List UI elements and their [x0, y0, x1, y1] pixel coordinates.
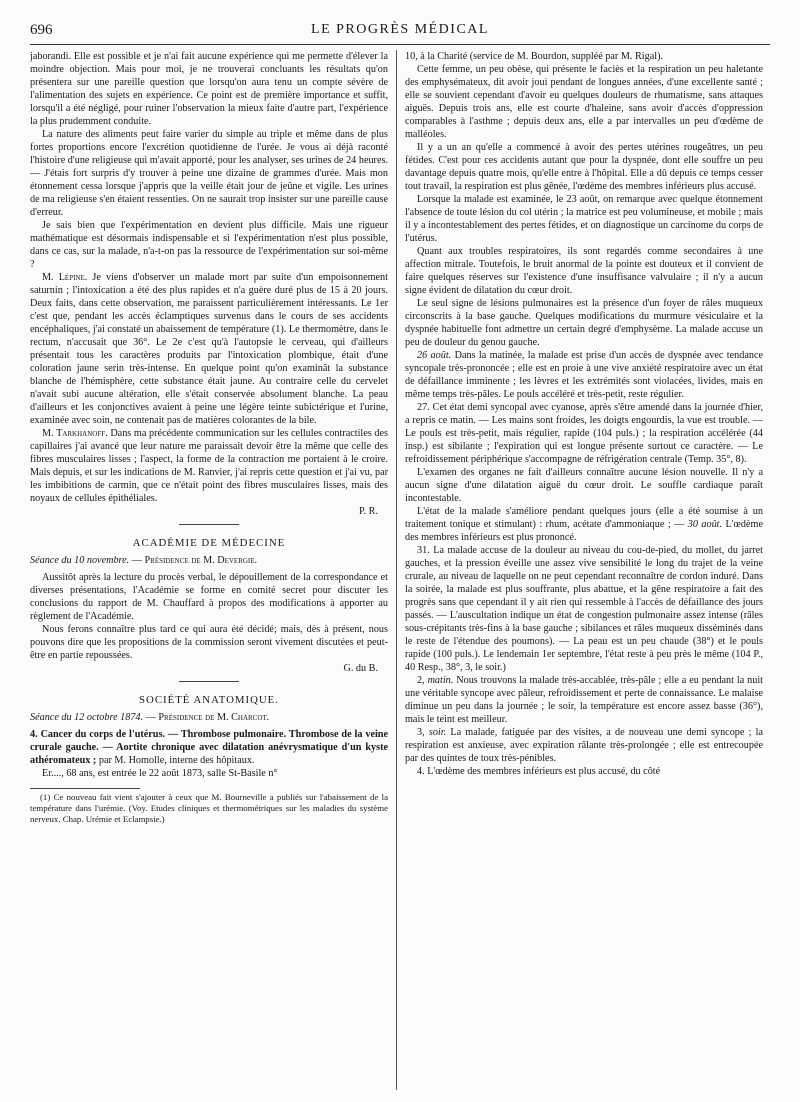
paragraph: 27. Cet état demi syncopal avec cyanose, après s'être amendé dans la journée d'hier, a repris ce matin. — Les mains sont froides, les doigts engourdis, la vue est trouble. — Le pouls est très-petit, mais régulier, rapide (104 puls.) ; la respiration accélérée (44 insp.) est sibilante ; l'expiration qui est longue présente surtout ce caractère. — Le refroidissement périphérique s'accompagne de réfrigération centrale (Temp. 35°, 8). [405, 402, 763, 465]
left-column [30, 50, 388, 1095]
section-title-academie: ACADÉMIE DE MÉDECINE [132, 537, 286, 549]
seance-date: Séance du 12 octobre 1874. [30, 712, 144, 723]
paragraph: 31. La malade accuse de la douleur au niveau du cou-de-pied, du mollet, du jarret gauches, et la pression éveille une assez vive sensibilité le long du trajet de la veine crurale, au niveau de laquelle on ne peut cependant reconnaître de cordon induré. Dans la soirée, la malade est plus souffrante, plus abattue, et la gêne respiratoire a fait des progrès sans que cependant il y ait rien qui ressemble à l'accès de défaillance des jours passés. — L'auscultation indique un état de congestion pulmonaire assez intense (râles sous-crépitants très-fins à la base gauche ; sibilances et râles muqueux disséminés dans le reste de l'étendue des poumons). — La peau est un peu chaude (38°) et le pouls rapide (100 puls.). Le lendemain 1er septembre, l'état reste à peu près le même (104 P., 40 Resp., 38°, 3, le soir.) [405, 545, 763, 673]
paragraph-text: L'état de la malade s'améliore pendant quelques jours (elle a été soumise à un traitement tonique et stimulant) : rhum, acétate d'ammoniaque ; — [405, 506, 763, 530]
date-label: matin. [427, 675, 454, 686]
paragraph-text: Dans la matinée, la malade est prise d'un accès de dyspnée avec tendance syncopale très-prononcée ; elle est en proie à une vive anxiété respiratoire avec un état de défaillance imminente ; les lèvres et les extrémités sont violacées, livides, mais en même temps très-pâles. Le pouls accéléré et très-petit, reste régulier. [405, 350, 763, 400]
right-column [405, 50, 763, 1095]
paragraph: Aussitôt après la lecture du procès verbal, le dépouillement de la correspondance et diverses présentations, l'Académie se forme en comité secret pour discuter les conclusions du rapport de M. Chauffard à propos des modifications à apporter au règlement de l'Académie. [30, 572, 388, 622]
paragraph: Er...., 68 ans, est entrée le 22 août 1873, salle St-Basile n° [42, 768, 278, 779]
speaker-name: M. Tarkhanoff. [42, 428, 108, 439]
seance-line [30, 554, 388, 567]
page-number: 696 [30, 22, 53, 38]
paragraph: Quant aux troubles respiratoires, ils sont regardés comme secondaires à une affection mitrale. Toutefois, le bruit anormal de la pointe est douteux et il convient de faire quelques réserves sur l'existence d'une insuffisance valvulaire ; il n'y a aucun signe évident de dilatation du cœur droit. [405, 246, 763, 296]
section-rule [179, 524, 239, 525]
paragraph-text: L'œdème des membres inférieurs est plus prononcé. [405, 519, 763, 543]
journal-title: LE PROGRÈS MÉDICAL [311, 22, 489, 37]
paragraph-30-aout [405, 505, 763, 544]
paragraph-3-soir [405, 726, 763, 765]
paragraph-26-aout [405, 349, 763, 401]
section-title-societe: SOCIÉTÉ ANATOMIQUE. [139, 694, 279, 706]
paragraph: Je sais bien que l'expérimentation en devient plus difficile. Mais une rigueur mathématique est désormais indispensable et si l'expérimentation n'est plus possible, dans ce cas, sur la malade, n'a-t-on pas la ressource de l'expérimentation sur soi-même ? [30, 220, 388, 270]
paragraph-text: 2, [417, 675, 428, 686]
date-label: soir. [428, 727, 447, 738]
signature: P. R. [359, 506, 378, 517]
case-author: par M. Homolle, interne des hôpitaux. [96, 755, 255, 766]
paragraph-text: Nous trouvons la malade très-accablée, très-pâle ; elle a eu pendant la nuit une véritable syncope avec pâleur, refroidissement et perte de connaissance. Le malaise diminue un peu dans la journée ; le soir, la température est encore assez basse (36°), mais le teint est meilleur. [405, 675, 763, 725]
speaker-text: Je viens d'observer un malade mort par suite d'un empoisonnement saturnin ; l'intoxication a été des plus rapides et n'a guère duré plus de 15 à 20 jours. Deux faits, dans cette observation, me paraissent particulièrement intéressants. Le 1er c'est que, pendant les accès éclamptiques survenus dans le cours de ses accidents encéphaliques, j'ai constaté un abaissement de température (1). Le thermomètre, dans le rectum, n'accusait que 36°. Le 2e c'est qu'à l'autopsie le cerveau, qui d'ailleurs présentait tous les caractères produits par l'intoxication plombique, était d'une coloration jaune serin très-intense. En quelque point qu'on examinât la substance blanche de l'hémisphère, cette substance était jaune. Au contraire celle du cervelet n'avait subi aucune altération, elle s'était conservée absolument blanche. La peau d'ailleurs et les conjonctives avaient à peine une légère teinte subictérique et l'urine, examinée avec soin, ne contenait pas de matières colorantes de la bile. [30, 272, 388, 426]
paragraph: L'examen des organes ne fait d'ailleurs connaître aucune lésion nouvelle. Il n'y a aucun signe d'une dilatation aiguë du cœur droit. Le souffle cardiaque paraît incontestable. [405, 467, 763, 504]
paragraph: La nature des aliments peut faire varier du simple au triple et même dans de plus fortes proportions encore l'excrétion quotidienne de l'urée. Je vous ai déjà raconté l'histoire d'une religieuse qui m'avait apporté, pour les analyser, ses urines de 24 heures. — J'étais fort surpris d'y trouver à peine une dizaine de grammes d'urée. Mais mon étonnement cessa lorsque j'appris que la veille était jour de jeûne et vigile. Les urines de ma religieuse s'en étaient ressenties. On ne saurait trop insister sur une pareille cause d'erreur. [30, 129, 388, 218]
paragraph: Nous ferons connaître plus tard ce qui aura été décidé; mais, dès à présent, nous pouvons dire que les propositions de la commission seront vivement discutées et peut-être en partie repoussées. [30, 624, 388, 661]
paragraph: Le seul signe de lésions pulmonaires est la présence d'un foyer de râles muqueux circonscrits à la base gauche. Quelques modifications du murmure vésiculaire et la dyspnée habituelle font admettre un certain degré d'emphysème. La malade accuse un peu de douleur du genou gauche. [405, 298, 763, 348]
paragraph-text: La malade, fatiguée par des visites, a de nouveau une demi syncope ; la respiration est anxieuse, avec expiration râlante très-prolongée ; elle est entrecoupée par des quintes de toux très-pénibles. [405, 727, 763, 764]
paragraph: Il y a un an qu'elle a commencé à avoir des pertes utérines rougeâtres, un peu fétides. C'est pour ces accidents autant que pour la dyspnée, dont elle souffre un peu davantage depuis quatre mois, qu'elle entre à l'hôpital. Elle a dû depuis ce temps cesser tout travail, la respiration est plus gênée, l'œdème des membres inférieurs plus accusé. [405, 142, 763, 192]
page-header [30, 22, 770, 45]
seance-presidence: — Présidence de M. Devergie. [129, 555, 258, 566]
seance-line [30, 711, 388, 724]
paragraph: Lorsque la malade est examinée, le 23 août, on remarque avec quelque étonnement l'absence de toute lésion du col utérin ; la matrice est peu volumineuse, et mobile ; mais il y a incontestablement des pertes fétides, et on diagnostique un carcinome du corps de l'utérus. [405, 194, 763, 244]
date-label: 30 août. [687, 519, 723, 530]
paragraph: 10, à la Charité (service de M. Bourdon, suppléé par M. Rigal). [405, 51, 664, 62]
signature: G. du B. [343, 663, 378, 674]
paragraph-tarkhanoff [30, 427, 388, 505]
paragraph: Cette femme, un peu obèse, qui présente le faciès et la respiration un peu haletante des emphysémateux, dit avoir joui pendant de longues années, d'une excellente santé ; elle se souvient cependant d'avoir eu quelques douleurs de rhumatisme, sans attaques aiguës. Depuis trois ans, elle est courte d'haleine, sans avoir d'accès d'oppression comparables à l'asthme ; depuis deux ans, elle a par intervalles un peu d'œdème de malléoles. [405, 64, 763, 140]
footnote-rule [30, 788, 140, 789]
paragraph-text: 3, [417, 727, 429, 738]
seance-presidence: — Présidence de M. Charcot. [143, 712, 270, 723]
paragraph-lepine [30, 271, 388, 427]
paragraph: 4. L'œdème des membres inférieurs est plus accusé, du côté [417, 766, 661, 777]
section-rule [179, 681, 239, 682]
seance-date: Séance du 10 novembre. [30, 555, 130, 566]
footnote: (1) Ce nouveau fait vient s'ajouter à ceux que M. Bourneville a publiés sur l'abaissement de la température dans l'urémie. (Voy. Etudes cliniques et thermométriques sur les maladies du système nerveux. Chap. Urémie et Eclampsie.) [30, 792, 388, 824]
speaker-text: Dans ma précédente communication sur les cellules contractiles des capillaires j'ai avancé que leur nature me paraissait devoir être la même que celle des fibres musculaires lisses ; l'aspect, la forme de la contraction me portaient à le croire. Mais depuis, et sur les indications de M. Ranvier, j'ai repris cette question et j'ai vu, par les imbibitions de carmin, que ce n'était point des fibres musculaires lisses, mais des noyaux de cellules épithéliales. [30, 428, 388, 504]
paragraph-2-matin [405, 674, 763, 726]
column-divider [396, 50, 397, 1090]
paragraph: jaborandi. Elle est possible et je n'ai fait aucune expérience qui me permette d'élever la moindre objection. Mais pour moi, je ne trouverai concluants les résultats qu'on présentera sur une pareille question que lorsqu'on aura tenu un compte sévère de l'alimentation des sujets en expérience. Ce point est de première importance et suffit, lorsqu'il a été négligé, pour ruiner l'observation la mieux faite d'autre part, l'expérience la plus prudemment conduite. [30, 51, 388, 127]
case-title: 4. Cancer du corps de l'utérus. — Thrombose pulmonaire. Thrombose de la veine crurale gauche. — Aortite chronique avec dilatation anévrysmatique d'un kyste athéromateux ; [30, 729, 388, 766]
case-heading [30, 728, 388, 767]
speaker-name: M. Lépine. [42, 272, 88, 283]
date-label: 26 août. [417, 350, 452, 361]
